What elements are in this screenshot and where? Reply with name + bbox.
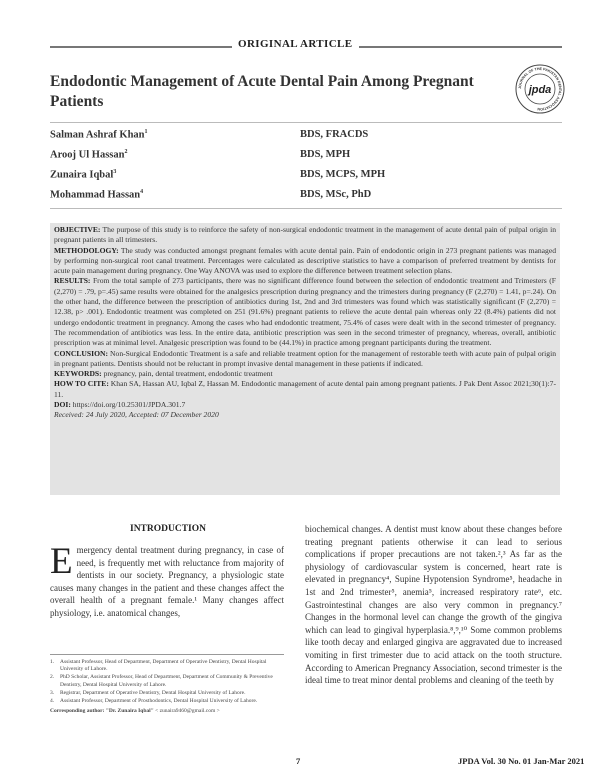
drop-cap: E [50, 541, 73, 582]
doi-link[interactable]: https://doi.org/10.25301/JPDA.301.7 [70, 400, 186, 410]
author-name: Salman Ashraf Khan$^1$ [50, 129, 148, 141]
abstract-objective: OBJECTIVE: The purpose of this study is to reinforce the safety of non-surgical endodontic treatment in the management of acute dental pain of pulpal origin in pregnant patients in all trimesters. [54, 225, 556, 245]
author-name: Arooj Ul Hassan$^2$ [50, 149, 128, 161]
page-number: 7 [296, 756, 301, 766]
journal-footer: JPDA Vol. 30 No. 01 Jan-Mar 2021 [458, 756, 585, 766]
corresponding-author: Corresponding author: "Dr. Zunaira Iqbal" < zunaira9460@gmail.com > [50, 708, 220, 715]
abstract-doi: DOI: https://doi.org/10.25301/JPDA.301.7 [54, 400, 186, 410]
footnote: 1. Assistant Professor, Head of Department, Department of Operative Dentistry, Dental Hospital University of Lahore. [50, 659, 267, 673]
author-email[interactable]: < zunaira9460@gmail.com > [153, 708, 220, 715]
footnote: 3. Registrar, Department of Operative Dentistry, Dental Hospital University of Lahore. [50, 689, 246, 696]
author-degree: BDS, FRACDS [300, 129, 369, 140]
author-degree: BDS, MCPS, MPH [300, 169, 386, 180]
author-name: Mohammad Hassan$^4$ [50, 189, 144, 201]
abstract-citation: HOW TO CITE: Khan SA, Hassan AU, Iqbal Z, Hassan M. Endodontic management of acute dental pain among pregnant patients. J Pak Dent Assoc 2021;30(1):7-11. [54, 379, 556, 399]
logo-ring-text: JOURNAL OF THE PAKISTAN DENTAL ASSOCIATION [517, 66, 563, 112]
jpda-logo-icon [515, 64, 565, 114]
intro-left-text: mergency dental treatment during pregnancy, in case of need, is frequently met with reluctance from majority of dentists in our society. Pregnancy, a physiologic state causes many changes in the patient and these changes affect the overall health of a pregnant female.¹ Many changes affect physiology, i.e. anatomical changes, [50, 545, 284, 618]
author-degree: BDS, MPH [300, 149, 351, 160]
footnote: 2. PhD Scholar, Assistant Professor, Head of Department, Department of Community & Preventive Dentistry, Dental Hospital University of Lahore. [50, 674, 273, 688]
abstract-keywords: KEYWORDS: pregnancy, pain, dental treatment, endodontic treatment [54, 369, 273, 379]
author-rule-top [50, 122, 562, 123]
abstract-conclusion: CONCLUSION: Non-Surgical Endodontic Treatment is a safe and reliable treatment option for the management of restorable teeth with acute pain of pulpal origin in pregnant patients. Dentists should not be reluctant in prompt invasive dental management in these patients if indicated. [54, 348, 556, 368]
intro-heading: INTRODUCTION [130, 524, 207, 534]
author-rule-bottom [50, 208, 562, 209]
footnote: 4. Assistant Professor, Department of Prosthodontics, Dental Hospital University of Lahore. [50, 698, 258, 705]
footnote-rule [50, 654, 284, 655]
intro-right-column: biochemical changes. A dentist must know about these changes before treating pregnant patients otherwise it can lead to serious complications if proper precautions are not taken.²,³ As far as the physiology of cardiovascular system is concerned, heart rate is elevated in pregnancy⁴, Supine Hypotension Syndrome⁵, headache in 1st and 2nd trimester⁵, anemia⁵, increased respiratory rate⁶, etc. Gastrointestinal changes are also very common in pregnancy.⁷ Changes in the hormonal level can change the growth of the gingiva which can lead to gingival hyperplasia.⁸,⁹,¹⁰ Some common problems like tooth decay and enlarged gingiva are aggravated due to increased vomiting in first trimester due to acid attack on the tooth structure. According to American Pregnancy Association, second trimester is the ideal time to treat minor dental problems and cleaning of the teeth by [305, 524, 562, 686]
section-label: ORIGINAL ARTICLE [232, 38, 359, 50]
logo-text: jpda [528, 84, 552, 96]
footnotes [50, 659, 284, 715]
abstract-box [50, 223, 560, 495]
author-degree: BDS, MSc, PhD [300, 189, 372, 200]
author-name: Zunaira Iqbal$^3$ [50, 169, 117, 181]
abstract-methodology: METHODOLOGY: The study was conducted amongst pregnant females with acute dental pain. Pain of endodontic origin in 273 pregnant patients was managed by performing non-surgical root canal treatment. Percentages were calculated as descriptive statistics to have a comparison of preferred treatment by dentists for acute pain management during pregnancy. One Way ANOVA was used to explore the difference between treatment selection plans. [54, 245, 556, 276]
abstract-results: RESULTS: From the total sample of 273 participants, there was no significant difference found between the selection of endodontic treatment and Trimesters (F (2,270) = .79, p=.45) same results were obtained for the analgesics prescription during pregnancy and the trimesters during pregnancy (F (2,270) = 1.41, p=.24). On the other hand, the difference between the prescription of antibiotics during 1st, 2nd and 3rd trimesters was found which was statistically significant (F (2,270) = 12.38, p> .001). Endodontic treatment was completed on 251 (91.6%) pregnant patients to relieve the acute dental pain whereas only 22 (8.4%) patients did not undergo endodontic treatment in pregnancy. Among the cases who had endodontic treatment, 75.4% of cases were dealt with in the second trimester of pregnancy. The recommendation of antibiotics was less. In the entire data, antibiotic prescription was seen in the second trimester of pregnancy, whereas, overall, antibiotic prescription was at minimal level. Analgesic prescription was found to be (44.1%) in practice among pregnant participants during the treatment. [54, 276, 556, 348]
abstract-dates: Received: 24 July 2020, Accepted: 07 December 2020 [54, 410, 219, 420]
article-title: Endodontic Management of Acute Dental Pain Among Pregnant Patients [50, 73, 474, 110]
intro-left-column [50, 541, 284, 620]
